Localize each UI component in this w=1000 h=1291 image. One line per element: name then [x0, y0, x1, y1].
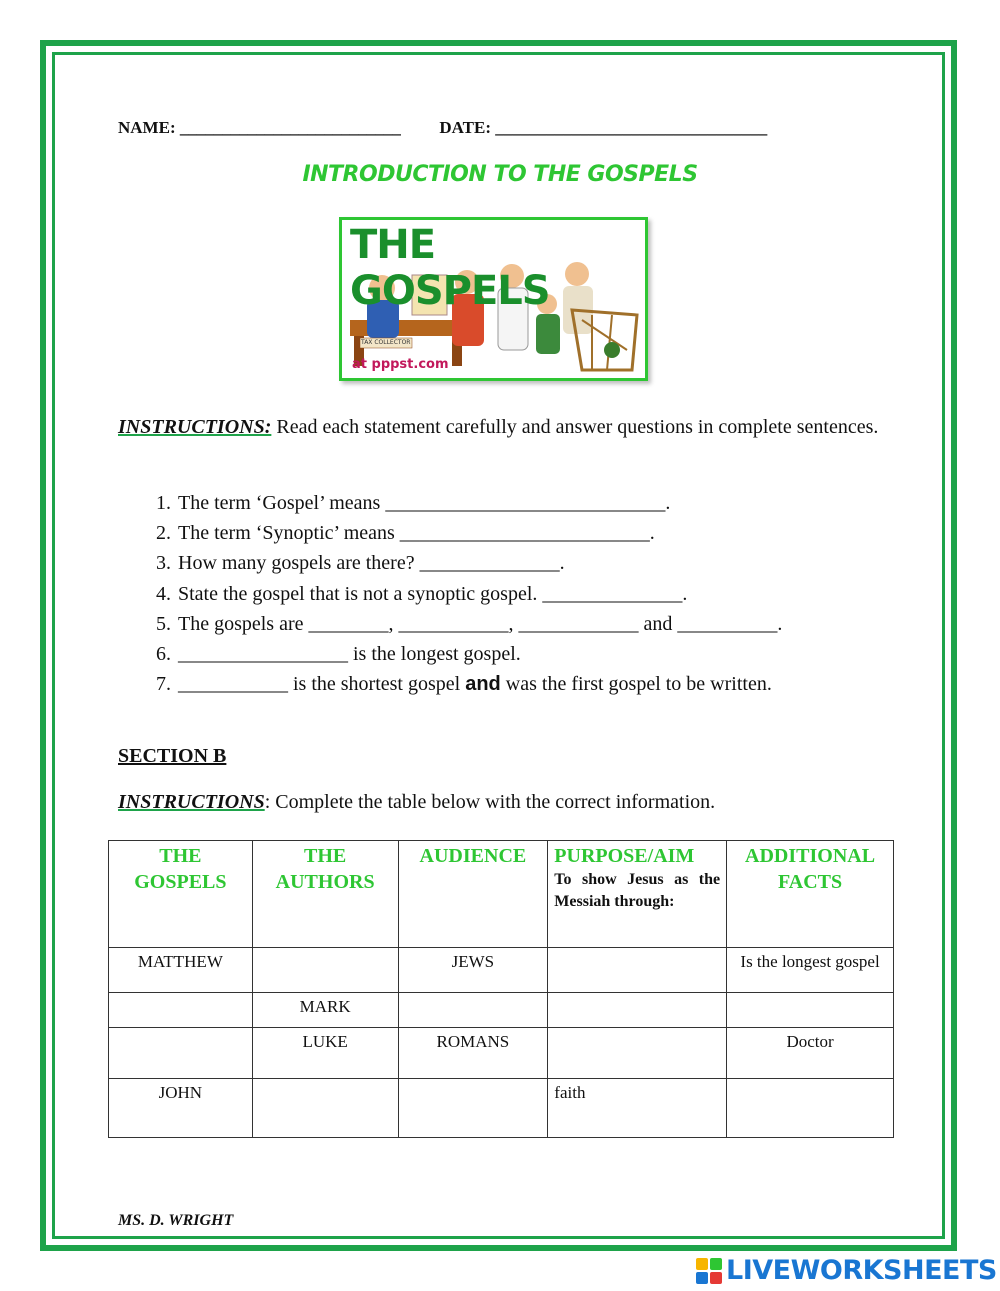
header-authors: THE AUTHORS: [252, 841, 398, 948]
cell-author[interactable]: [252, 948, 398, 993]
instructions-b-text: : Complete the table below with the correct information.: [264, 791, 716, 813]
instructions-b: [118, 791, 715, 814]
cell-gospel[interactable]: JOHN: [109, 1079, 253, 1138]
cell-audience[interactable]: [398, 993, 548, 1028]
table-row: [109, 993, 894, 1028]
banner-title: THE GOSPELS: [350, 222, 550, 314]
q7-bold: and: [465, 673, 501, 696]
header-additional-facts: ADDITIONAL FACTS: [727, 841, 894, 948]
table-row: [109, 948, 894, 993]
date-label: DATE:: [439, 118, 491, 137]
table-row: [109, 1028, 894, 1079]
cell-audience[interactable]: [398, 1079, 548, 1138]
q7-text-2: was the first gospel to be written.: [500, 673, 772, 696]
cell-facts[interactable]: Doctor: [727, 1028, 894, 1079]
cell-author[interactable]: LUKE: [252, 1028, 398, 1079]
cell-gospel[interactable]: [109, 993, 253, 1028]
liveworksheets-brand[interactable]: [696, 1255, 997, 1286]
section-b-heading: SECTION B: [118, 745, 227, 767]
cell-facts[interactable]: Is the longest gospel: [727, 948, 894, 993]
question-7[interactable]: [176, 669, 936, 699]
cell-purpose[interactable]: [548, 993, 727, 1028]
cell-author[interactable]: MARK: [252, 993, 398, 1028]
date-blank[interactable]: ________________________________: [495, 118, 768, 137]
question-2[interactable]: 2. The term ‘Synoptic’ means _________________________.: [176, 518, 936, 548]
cell-author[interactable]: [252, 1079, 398, 1138]
question-5[interactable]: 5. The gospels are ________, ___________, ____________ and __________.: [176, 609, 936, 639]
gospels-table: [108, 840, 894, 1138]
instructions-b-label: INSTRUCTIONS: [118, 791, 265, 813]
header-audience: AUDIENCE: [398, 841, 548, 948]
instructions-label: INSTRUCTIONS:: [118, 416, 272, 438]
banner-source: at pppst.com: [352, 357, 449, 372]
question-list: [140, 488, 936, 699]
cell-facts[interactable]: [727, 993, 894, 1028]
cell-purpose[interactable]: [548, 1028, 727, 1079]
cell-gospel[interactable]: [109, 1028, 253, 1079]
cell-audience[interactable]: ROMANS: [398, 1028, 548, 1079]
cell-purpose[interactable]: [548, 948, 727, 993]
cell-audience[interactable]: JEWS: [398, 948, 548, 993]
table-row: [109, 1079, 894, 1138]
gospels-banner-image: [339, 217, 648, 381]
cell-purpose[interactable]: faith: [548, 1079, 727, 1138]
question-1[interactable]: 1. The term ‘Gospel’ means ____________________________.: [176, 488, 936, 518]
cell-gospel[interactable]: MATTHEW: [109, 948, 253, 993]
q7-text-1: is the shortest gospel: [288, 673, 466, 696]
header-purpose-label: PURPOSE/AIM: [554, 845, 695, 867]
question-4[interactable]: 4. State the gospel that is not a synoptic gospel. ______________.: [176, 579, 936, 609]
name-blank[interactable]: __________________________: [179, 118, 401, 137]
question-3[interactable]: 3. How many gospels are there? ______________.: [176, 548, 936, 578]
author-footer: MS. D. WRIGHT: [118, 1212, 234, 1229]
cell-facts[interactable]: [727, 1079, 894, 1138]
name-label: NAME:: [118, 118, 176, 137]
liveworksheets-logo-icon: [696, 1258, 722, 1284]
instructions-a: [118, 412, 880, 442]
question-6[interactable]: 6. _________________ is the longest gospel.: [176, 639, 936, 669]
tax-collector-tag: TAX COLLECTOR: [361, 339, 411, 346]
purpose-note: To show Jesus as the Messiah through:: [554, 871, 721, 910]
q7-blank[interactable]: ___________: [178, 673, 288, 696]
header-gospels: THE GOSPELS: [109, 841, 253, 948]
brand-text: LIVEWORKSHEETS: [726, 1255, 997, 1286]
header-purpose: [548, 841, 727, 948]
page-title: INTRODUCTION TO THE GOSPELS: [302, 162, 698, 187]
instructions-text: Read each statement carefully and answer questions in complete sentences.: [271, 416, 879, 438]
name-date-line: [118, 118, 767, 138]
